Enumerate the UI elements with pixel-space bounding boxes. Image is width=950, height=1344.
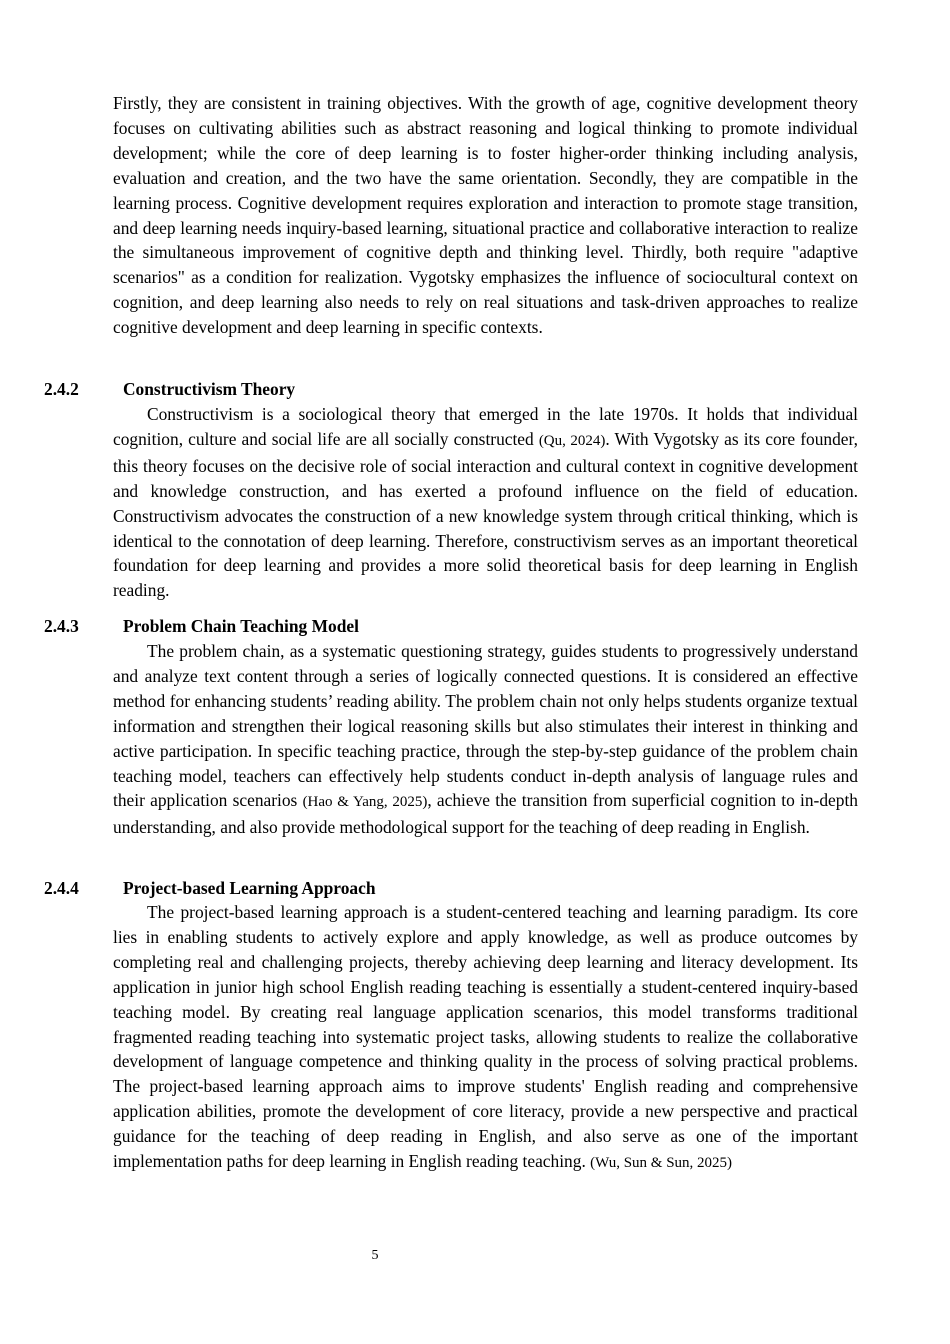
section-paragraph-2-4-4 <box>113 900 858 1176</box>
section-number: 2.4.4 <box>44 878 79 898</box>
section-title: Constructivism Theory <box>123 379 296 399</box>
section-heading-2-4-2 <box>44 377 295 402</box>
section-paragraph-2-4-2 <box>113 402 858 603</box>
citation: (Qu, 2024) <box>538 432 606 449</box>
section-heading-2-4-3 <box>44 614 359 639</box>
page-number: 5 <box>371 1248 379 1263</box>
intro-paragraph: Firstly, they are consistent in training objectives. With the growth of age, cognitive development theory focuses on cultivating abilities such as abstract reasoning and logical thinking to promote individual development; while the core of deep learning is to foster higher-order thinking including analysis, evaluation and creation, and the two have the same orientation. Secondly, they are compatible in the learning process. Cognitive development requires exploration and interaction to promote stage transition, and deep learning needs inquiry-based learning, situational practice and collaborative interaction to realize the simultaneous improvement of cognitive depth and thinking level. Thirdly, both require "adaptive scenarios" as a condition for realization. Vygotsky emphasizes the influence of sociocultural context on cognition, and deep learning also needs to rely on real situations and task-driven approaches to realize cognitive development and deep learning in specific contexts. <box>113 93 858 338</box>
section-heading-2-4-4 <box>44 876 376 901</box>
section-title: Project-based Learning Approach <box>123 878 376 898</box>
paragraph-text: The problem chain, as a systematic questioning strategy, guides students to progressively understand and analyze text content through a series of logically connected questions. It is considered an effective method for enhancing students’ reading ability. The problem chain not only helps students organize textual information and strengthen their logical reasoning skills but also stimulates their interest in thinking and active participation. In specific teaching practice, through the step-by-step guidance of the problem chain teaching model, teachers can effectively help students conduct in-depth analysis of language rules and their application scenarios <box>113 641 858 811</box>
citation: (Hao & Yang, 2025) <box>302 794 428 811</box>
section-title: Problem Chain Teaching Model <box>123 616 359 636</box>
paragraph-text: , achieve the transition from superficial cognition to in-depth understanding, and also provide methodological support for the teaching of deep reading in English. <box>113 790 858 838</box>
paragraph-text: . With Vygotsky as its core founder, this theory focuses on the decisive role of social interaction and cultural context in cognitive development and knowledge construction, and has exerted a profound influence on the field of education. Constructivism advocates the construction of a new knowledge system through critical thinking, which is identical to the connotation of deep learning. Therefore, constructivism serves as an important theoretical foundation for deep learning and provides a more solid theoretical basis for deep learning in English reading. <box>113 428 858 601</box>
section-number: 2.4.3 <box>44 616 79 636</box>
citation: (Wu, Sun & Sun, 2025) <box>590 1155 733 1172</box>
paragraph-text: Constructivism is a sociological theory that emerged in the late 1970s. It holds that individual cognition, culture and social life are all socially constructed <box>113 404 858 449</box>
paragraph-text: The project-based learning approach is a student-centered teaching and learning paradigm. Its core lies in enabling students to actively explore and apply knowledge, as well as produce outcomes by completing real and challenging projects, thereby achieving deep learning and literacy development. Its application in junior high school English reading teaching is essentially a student-centered inquiry-based teaching model. By creating real language application scenarios, this model transforms traditional fragmented reading teaching into systematic project tasks, allowing students to realize the collaborative development of language competence and thinking quality in the process of solving practical problems. The project-based learning approach aims to improve students' English reading and comprehensive application abilities, promote the development of core literacy, provide a new perspective and practical guidance for the teaching of deep reading in English, and also serve as one of the important implementation paths for deep learning in English reading teaching. <box>113 902 858 1172</box>
section-paragraph-2-4-3 <box>113 639 858 840</box>
section-number: 2.4.2 <box>44 379 79 399</box>
